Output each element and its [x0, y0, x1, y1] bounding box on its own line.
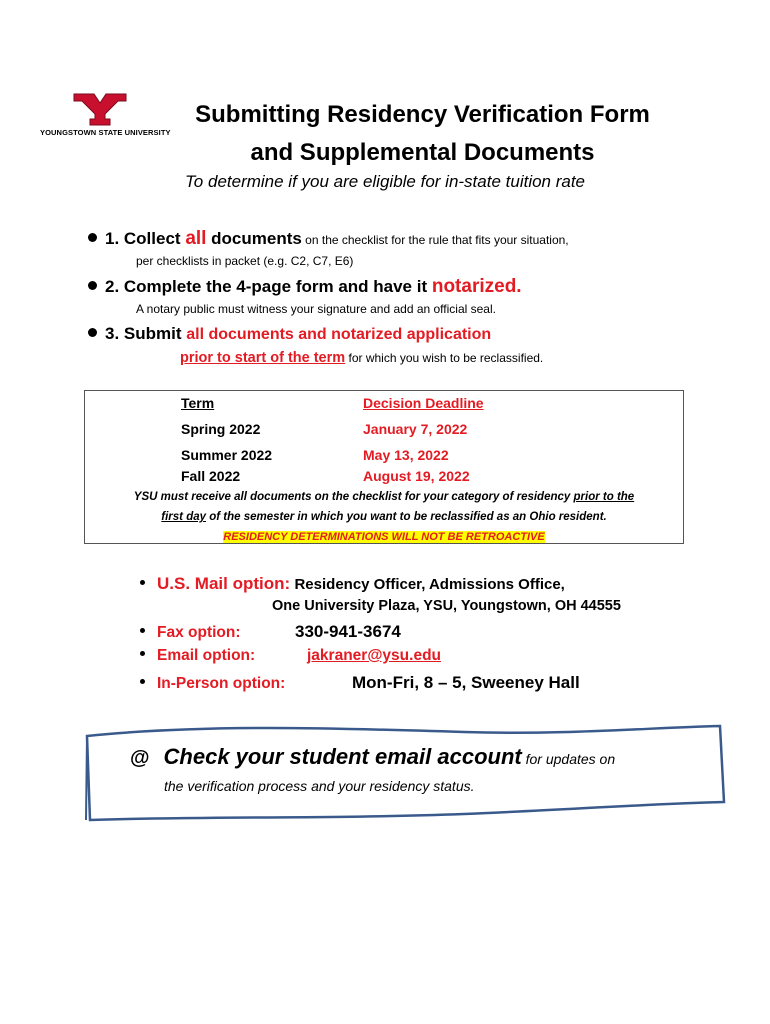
box-note-emph-b: prior to the: [573, 491, 635, 503]
option-mail: [140, 574, 565, 594]
callout-tail: for updates on: [521, 751, 616, 767]
step-1-emphasis: all: [185, 228, 207, 249]
callout-line-1: [130, 744, 615, 770]
callout-main: Check your student email account: [163, 744, 522, 769]
deadline-box: [84, 390, 684, 544]
mail-value: Residency Officer, Admissions Office,: [294, 576, 565, 593]
scroll-banner-shape: [84, 722, 732, 826]
option-email: [140, 647, 441, 665]
term-fall: Fall 2022: [181, 468, 241, 484]
step-3-prefix: 3. Submit: [105, 324, 187, 343]
page-title: [0, 96, 770, 172]
title-line-2: and Supplemental Documents: [250, 139, 595, 166]
step-3-line-2: [180, 349, 543, 367]
step-3-deadline-phrase: prior to start of the term: [180, 350, 346, 366]
header-decision-deadline: Decision Deadline: [363, 395, 484, 411]
email-label: Email option:: [157, 647, 256, 664]
step-1-tail: on the checklist for the rule that fits your situation,: [301, 233, 569, 247]
box-note-text-a: YSU must receive all documents on the checklist for your category of residency: [133, 491, 574, 503]
step-2-sub: A notary public must witness your signature and add an official seal.: [136, 302, 496, 316]
header-term: Term: [181, 395, 215, 411]
bullet-icon: [88, 328, 97, 337]
bullet-icon: [88, 233, 97, 242]
step-3-emphasis: all documents and notarized application: [186, 326, 492, 343]
step-1-prefix: 1. Collect: [105, 229, 186, 248]
term-spring: Spring 2022: [181, 421, 261, 437]
in-person-label: In-Person option:: [157, 675, 286, 692]
callout-line-2: the verification process and your residency status.: [164, 778, 475, 794]
step-1-mid: documents: [206, 229, 302, 248]
mail-label: U.S. Mail option:: [157, 574, 291, 593]
retroactive-warning: RESIDENCY DETERMINATIONS WILL NOT BE RETROACTIVE: [223, 531, 545, 543]
page-subtitle: To determine if you are eligible for in-state tuition rate: [184, 172, 586, 191]
bullet-icon: [140, 679, 145, 684]
box-note-emph-c: first day: [161, 511, 207, 523]
deadline-fall: August 19, 2022: [363, 468, 470, 484]
at-sign-icon: @: [130, 747, 150, 769]
fax-value: 330-941-3674: [295, 622, 401, 641]
title-line-1: Submitting Residency Verification Form: [195, 101, 650, 128]
step-2-emphasis: notarized.: [431, 276, 522, 297]
in-person-value: Mon-Fri, 8 – 5, Sweeney Hall: [352, 673, 580, 692]
box-note-text-d: of the semester in which you want to be reclassified as an Ohio resident.: [206, 511, 607, 523]
bullet-icon: [140, 628, 145, 633]
fax-label: Fax option:: [157, 624, 241, 641]
box-note: [89, 487, 679, 547]
mail-address-line-2: One University Plaza, YSU, Youngstown, OH 44555: [272, 598, 621, 614]
step-3: [88, 324, 491, 344]
deadline-spring: January 7, 2022: [363, 421, 468, 437]
step-2-prefix: 2. Complete the 4-page form and have it: [105, 277, 432, 296]
step-1: [88, 228, 569, 250]
bullet-icon: [140, 651, 145, 656]
option-fax: [140, 622, 401, 642]
option-in-person: [140, 673, 580, 693]
email-callout-scroll: [84, 722, 732, 826]
deadline-summer: May 13, 2022: [363, 447, 449, 463]
term-summer: Summer 2022: [181, 447, 273, 463]
bullet-icon: [140, 580, 145, 585]
email-link[interactable]: jakraner@ysu.edu: [307, 647, 442, 664]
step-1-sub: per checklists in packet (e.g. C2, C7, E6): [136, 254, 354, 268]
logo-university-name: YOUNGSTOWN STATE UNIVERSITY: [40, 128, 171, 137]
bullet-icon: [88, 281, 97, 290]
step-2: [88, 276, 522, 298]
step-3-tail: for which you wish to be reclassified.: [345, 351, 544, 365]
